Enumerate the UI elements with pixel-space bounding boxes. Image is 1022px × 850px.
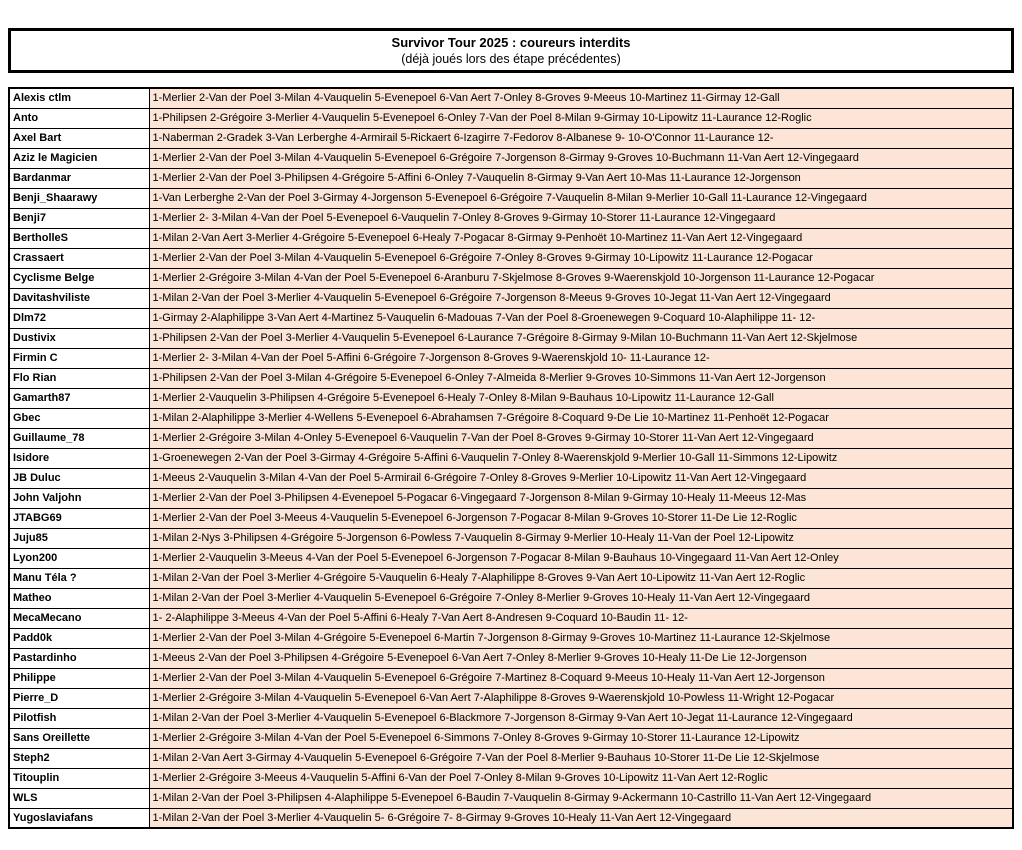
player-name-cell: Sans Oreillette [9, 728, 149, 748]
player-name-cell: Benji_Shaarawy [9, 188, 149, 208]
header-banner [8, 28, 1014, 73]
player-name-cell: Lyon200 [9, 548, 149, 568]
picks-cell: 1-Milan 2-Nys 3-Philipsen 4-Grégoire 5-Jorgenson 6-Powless 7-Vauquelin 8-Girmay 9-Merlier 10-Healy 11-Van der Poel 12-Lipowitz [149, 528, 1013, 548]
table-row [9, 268, 1013, 288]
picks-cell: 1-Merlier 2-Grégoire 3-Milan 4-Van der Poel 5-Evenepoel 6-Simmons 7-Onley 8-Groves 9-Girmay 10-Storer 11-Laurance 12-Lipowitz [149, 728, 1013, 748]
picks-cell: 1-Merlier 2-Van der Poel 3-Meeus 4-Vauquelin 5-Evenepoel 6-Jorgenson 7-Pogacar 8-Milan 9-Groves 10-Storer 11-De Lie 12-Roglic [149, 508, 1013, 528]
table-row [9, 468, 1013, 488]
picks-cell: 1-Milan 2-Van der Poel 3-Merlier 4-Vauquelin 5- 6-Grégoire 7- 8-Girmay 9-Groves 10-Healy 11-Van Aert 12-Vingegaard [149, 808, 1013, 828]
player-name-cell: Crassaert [9, 248, 149, 268]
picks-cell: 1-Merlier 2- 3-Milan 4-Van der Poel 5-Affini 6-Grégoire 7-Jorgenson 8-Groves 9-Waerenskjold 10- 11-Laurance 12- [149, 348, 1013, 368]
table-row [9, 808, 1013, 828]
table-row [9, 648, 1013, 668]
table-row [9, 608, 1013, 628]
player-name-cell: Manu Téla ? [9, 568, 149, 588]
table-row [9, 488, 1013, 508]
picks-cell: 1-Meeus 2-Vauquelin 3-Milan 4-Van der Poel 5-Armirail 6-Grégoire 7-Onley 8-Groves 9-Merlier 10-Lipowitz 11-Van Aert 12-Vingegaard [149, 468, 1013, 488]
picks-cell: 1-Merlier 2-Van der Poel 3-Milan 4-Vauquelin 5-Evenepoel 6-Grégoire 7-Jorgenson 8-Girmay 9-Groves 10-Buchmann 11-Van Aert 12-Vingegaard [149, 148, 1013, 168]
picks-cell: 1-Milan 2-Van der Poel 3-Philipsen 4-Alaphilippe 5-Evenepoel 6-Baudin 7-Vauquelin 8-Girmay 9-Ackermann 10-Castrillo 11-Van Aert 12-Vingegaard [149, 788, 1013, 808]
table-row [9, 588, 1013, 608]
picks-cell: 1-Merlier 2-Van der Poel 3-Milan 4-Vauquelin 5-Evenepoel 6-Grégoire 7-Onley 8-Groves 9-Girmay 10-Lipowitz 11-Laurance 12-Pogacar [149, 248, 1013, 268]
picks-cell: 1-Milan 2-Van der Poel 3-Merlier 4-Vauquelin 5-Evenepoel 6-Grégoire 7-Onley 8-Merlier 9-Groves 10-Healy 11-Van Aert 12-Vingegaard [149, 588, 1013, 608]
picks-cell: 1-Groenewegen 2-Van der Poel 3-Girmay 4-Grégoire 5-Affini 6-Vauquelin 7-Onley 8-Waerenskjold 9-Merlier 10-Gall 11-Simmons 12-Lipowitz [149, 448, 1013, 468]
table-row [9, 128, 1013, 148]
player-name-cell: Steph2 [9, 748, 149, 768]
player-name-cell: Firmin C [9, 348, 149, 368]
table-row [9, 228, 1013, 248]
picks-cell: 1- 2-Alaphilippe 3-Meeus 4-Van der Poel 5-Affini 6-Healy 7-Van Aert 8-Andresen 9-Coquard 10-Baudin 11- 12- [149, 608, 1013, 628]
table-row [9, 788, 1013, 808]
picks-cell: 1-Merlier 2-Grégoire 3-Meeus 4-Vauquelin 5-Affini 6-Van der Poel 7-Onley 8-Milan 9-Groves 10-Lipowitz 11-Van Aert 12-Roglic [149, 768, 1013, 788]
picks-cell: 1-Merlier 2-Vauquelin 3-Philipsen 4-Grégoire 5-Evenepoel 6-Healy 7-Onley 8-Milan 9-Bauhaus 10-Lipowitz 11-Laurance 12-Gall [149, 388, 1013, 408]
table-row [9, 348, 1013, 368]
table-row [9, 388, 1013, 408]
table-row [9, 148, 1013, 168]
player-name-cell: Axel Bart [9, 128, 149, 148]
picks-cell: 1-Merlier 2-Van der Poel 3-Milan 4-Vauquelin 5-Evenepoel 6-Grégoire 7-Martinez 8-Coquard 9-Meeus 10-Healy 11-Van Aert 12-Jorgenson [149, 668, 1013, 688]
table-row [9, 548, 1013, 568]
player-name-cell: Pilotfish [9, 708, 149, 728]
picks-cell: 1-Philipsen 2-Van der Poel 3-Milan 4-Grégoire 5-Evenepoel 6-Onley 7-Almeida 8-Merlier 9-Groves 10-Simmons 11-Van Aert 12-Jorgenson [149, 368, 1013, 388]
table-row [9, 248, 1013, 268]
table-row [9, 508, 1013, 528]
table-row [9, 168, 1013, 188]
table-row [9, 568, 1013, 588]
player-name-cell: Pastardinho [9, 648, 149, 668]
player-name-cell: Padd0k [9, 628, 149, 648]
page-subtitle: (déjà joués lors des étape précédentes) [401, 51, 621, 66]
picks-cell: 1-Milan 2-Van der Poel 3-Merlier 4-Vauquelin 5-Evenepoel 6-Grégoire 7-Jorgenson 8-Meeus 9-Groves 10-Jegat 11-Van Aert 12-Vingegaard [149, 288, 1013, 308]
player-name-cell: Gbec [9, 408, 149, 428]
picks-cell: 1-Naberman 2-Gradek 3-Van Lerberghe 4-Armirail 5-Rickaert 6-Izagirre 7-Fedorov 8-Albanese 9- 10-O'Connor 11-Laurance 12- [149, 128, 1013, 148]
player-name-cell: Matheo [9, 588, 149, 608]
player-name-cell: Cyclisme Belge [9, 268, 149, 288]
player-name-cell: Dlm72 [9, 308, 149, 328]
picks-cell: 1-Meeus 2-Van der Poel 3-Philipsen 4-Grégoire 5-Evenepoel 6-Van Aert 7-Onley 8-Merlier 9-Groves 10-Healy 11-De Lie 12-Jorgenson [149, 648, 1013, 668]
picks-cell: 1-Merlier 2-Vauquelin 3-Meeus 4-Van der Poel 5-Evenepoel 6-Jorgenson 7-Pogacar 8-Milan 9-Bauhaus 10-Vingegaard 11-Van Aert 12-Onley [149, 548, 1013, 568]
players-table-body [9, 88, 1013, 828]
player-name-cell: WLS [9, 788, 149, 808]
table-row [9, 768, 1013, 788]
table-row [9, 108, 1013, 128]
table-row [9, 688, 1013, 708]
picks-cell: 1-Merlier 2-Van der Poel 3-Milan 4-Grégoire 5-Evenepoel 6-Martin 7-Jorgenson 8-Girmay 9-Groves 10-Martinez 11-Laurance 12-Skjelmose [149, 628, 1013, 648]
picks-cell: 1-Merlier 2-Grégoire 3-Milan 4-Van der Poel 5-Evenepoel 6-Aranburu 7-Skjelmose 8-Groves 9-Waerenskjold 10-Jorgenson 11-Laurance 12-Pogacar [149, 268, 1013, 288]
picks-cell: 1-Merlier 2-Van der Poel 3-Milan 4-Vauquelin 5-Evenepoel 6-Van Aert 7-Onley 8-Groves 9-Meeus 10-Martinez 11-Girmay 12-Gall [149, 88, 1013, 108]
player-name-cell: Yugoslaviafans [9, 808, 149, 828]
player-name-cell: Aziz le Magicien [9, 148, 149, 168]
picks-cell: 1-Milan 2-Van Aert 3-Merlier 4-Grégoire 5-Evenepoel 6-Healy 7-Pogacar 8-Girmay 9-Penhoët 10-Martinez 11-Van Aert 12-Vingegaard [149, 228, 1013, 248]
player-name-cell: Bardanmar [9, 168, 149, 188]
picks-cell: 1-Girmay 2-Alaphilippe 3-Van Aert 4-Martinez 5-Vauquelin 6-Madouas 7-Van der Poel 8-Groenewegen 9-Coquard 10-Alaphilippe 11- 12- [149, 308, 1013, 328]
picks-cell: 1-Milan 2-Van der Poel 3-Merlier 4-Vauquelin 5-Evenepoel 6-Blackmore 7-Jorgenson 8-Girmay 9-Van Aert 10-Jegat 11-Laurance 12-Vingegaard [149, 708, 1013, 728]
table-row [9, 708, 1013, 728]
player-name-cell: Isidore [9, 448, 149, 468]
table-row [9, 328, 1013, 348]
player-name-cell: Alexis ctlm [9, 88, 149, 108]
picks-cell: 1-Merlier 2-Van der Poel 3-Philipsen 4-Evenepoel 5-Pogacar 6-Vingegaard 7-Jorgenson 8-Milan 9-Girmay 10-Healy 11-Meeus 12-Mas [149, 488, 1013, 508]
table-row [9, 668, 1013, 688]
picks-cell: 1-Merlier 2-Grégoire 3-Milan 4-Onley 5-Evenepoel 6-Vauquelin 7-Van der Poel 8-Groves 9-Girmay 10-Storer 11-Van Aert 12-Vingegaard [149, 428, 1013, 448]
table-row [9, 448, 1013, 468]
player-name-cell: Dustivix [9, 328, 149, 348]
player-name-cell: Pierre_D [9, 688, 149, 708]
player-name-cell: Guillaume_78 [9, 428, 149, 448]
picks-cell: 1-Merlier 2-Grégoire 3-Milan 4-Vauquelin 5-Evenepoel 6-Van Aert 7-Alaphilippe 8-Groves 9-Waerenskjold 10-Powless 11-Wright 12-Pogacar [149, 688, 1013, 708]
table-row [9, 288, 1013, 308]
picks-cell: 1-Milan 2-Alaphilippe 3-Merlier 4-Wellens 5-Evenepoel 6-Abrahamsen 7-Grégoire 8-Coquard 9-De Lie 10-Martinez 11-Penhoët 12-Pogacar [149, 408, 1013, 428]
player-name-cell: Gamarth87 [9, 388, 149, 408]
picks-cell: 1-Philipsen 2-Grégoire 3-Merlier 4-Vauquelin 5-Evenepoel 6-Onley 7-Van der Poel 8-Milan 9-Girmay 10-Lipowitz 11-Laurance 12-Roglic [149, 108, 1013, 128]
table-row [9, 308, 1013, 328]
table-row [9, 628, 1013, 648]
player-name-cell: JB Duluc [9, 468, 149, 488]
player-name-cell: MecaMecano [9, 608, 149, 628]
player-name-cell: Philippe [9, 668, 149, 688]
player-name-cell: Davitashviliste [9, 288, 149, 308]
player-name-cell: Anto [9, 108, 149, 128]
table-row [9, 408, 1013, 428]
table-row [9, 728, 1013, 748]
table-row [9, 748, 1013, 768]
table-row [9, 208, 1013, 228]
picks-cell: 1-Merlier 2- 3-Milan 4-Van der Poel 5-Evenepoel 6-Vauquelin 7-Onley 8-Groves 9-Girmay 10-Storer 11-Laurance 12-Vingegaard [149, 208, 1013, 228]
player-name-cell: BertholleS [9, 228, 149, 248]
picks-cell: 1-Merlier 2-Van der Poel 3-Philipsen 4-Grégoire 5-Affini 6-Onley 7-Vauquelin 8-Girmay 9-Van Aert 10-Mas 11-Laurance 12-Jorgenson [149, 168, 1013, 188]
player-name-cell: Flo Rian [9, 368, 149, 388]
player-name-cell: Titouplin [9, 768, 149, 788]
table-row [9, 428, 1013, 448]
table-row [9, 368, 1013, 388]
players-table [8, 87, 1014, 829]
player-name-cell: John Valjohn [9, 488, 149, 508]
player-name-cell: JTABG69 [9, 508, 149, 528]
picks-cell: 1-Milan 2-Van Aert 3-Girmay 4-Vauquelin 5-Evenepoel 6-Grégoire 7-Van der Poel 8-Merlier 9-Bauhaus 10-Storer 11-De Lie 12-Skjelmose [149, 748, 1013, 768]
table-row [9, 188, 1013, 208]
page-title: Survivor Tour 2025 : coureurs interdits [391, 34, 631, 50]
table-row [9, 528, 1013, 548]
picks-cell: 1-Van Lerberghe 2-Van der Poel 3-Girmay 4-Jorgenson 5-Evenepoel 6-Grégoire 7-Vauquelin 8-Milan 9-Merlier 10-Gall 11-Laurance 12-Vingegaard [149, 188, 1013, 208]
picks-cell: 1-Milan 2-Van der Poel 3-Merlier 4-Grégoire 5-Vauquelin 6-Healy 7-Alaphilippe 8-Groves 9-Van Aert 10-Lipowitz 11-Van Aert 12-Roglic [149, 568, 1013, 588]
table-row [9, 88, 1013, 108]
player-name-cell: Benji7 [9, 208, 149, 228]
picks-cell: 1-Philipsen 2-Van der Poel 3-Merlier 4-Vauquelin 5-Evenepoel 6-Laurance 7-Grégoire 8-Girmay 9-Milan 10-Buchmann 11-Van Aert 12-Skjelmose [149, 328, 1013, 348]
player-name-cell: Juju85 [9, 528, 149, 548]
